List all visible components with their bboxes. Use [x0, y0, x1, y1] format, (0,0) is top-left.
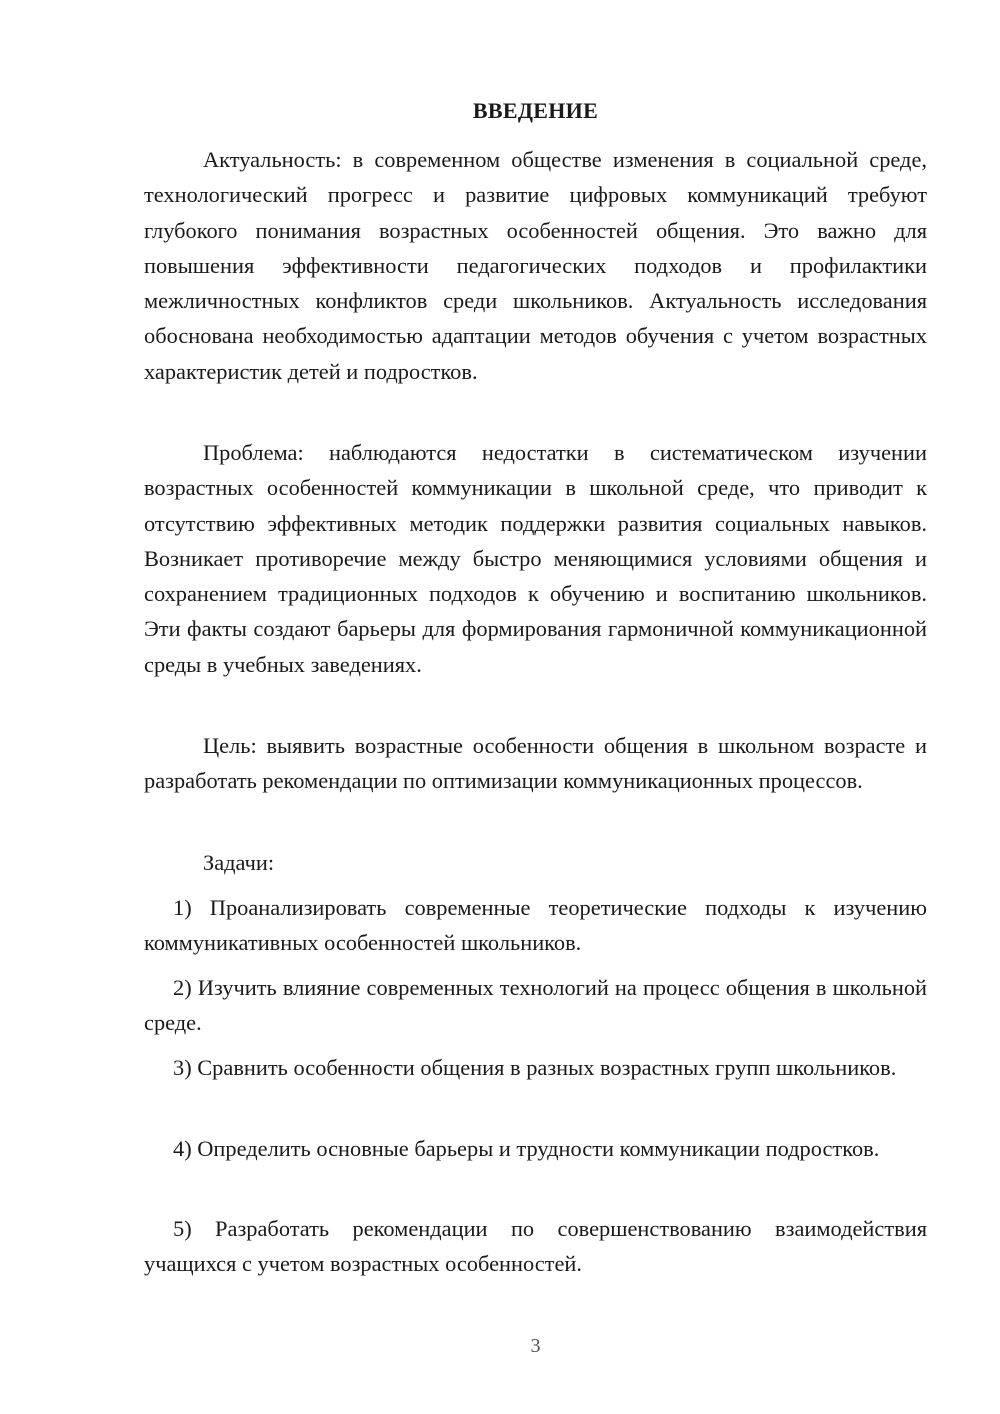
task-item-1: 1) Проанализировать современные теоретические подходы к изучению коммуникативных особенностей школьников.: [144, 895, 927, 956]
section-heading: ВВЕДЕНИЕ: [472, 98, 599, 123]
paragraph-goal: Цель: выявить возрастные особенности общения в школьном возрасте и разработать рекомендации по оптимизации коммуникационных процессов.: [144, 733, 927, 794]
paragraph-relevance: Актуальность: в современном обществе изменения в социальной среде, технологический прогресс и развитие цифровых коммуникаций требуют глубокого понимания возрастных особенностей общения. Это важно для повышения эффективности педагогических подходов и профилактики межличностных конфликтов среди школьников. Актуальность исследования обоснована необходимостью адаптации методов обучения с учетом возрастных характеристик детей и подростков.: [144, 147, 927, 384]
task-item-2: 2) Изучить влияние современных технологий на процесс общения в школьной среде.: [144, 975, 927, 1036]
task-item-3: 3) Сравнить особенности общения в разных возрастных групп школьников.: [173, 1055, 897, 1080]
paragraph-problem: Проблема: наблюдаются недостатки в систематическом изучении возрастных особенностей коммуникации в школьной среде, что приводит к отсутствию эффективных методик поддержки развития социальных навыков. Возникает противоречие между быстро меняющимися условиями общения и сохранением традиционных подходов к обучению и воспитанию школьников. Эти факты создают барьеры для формирования гармоничной коммуникационной среды в учебных заведениях.: [144, 440, 927, 677]
page-number: 3: [530, 1335, 541, 1357]
task-item-4: 4) Определить основные барьеры и трудности коммуникации подростков.: [173, 1136, 880, 1161]
tasks-label: Задачи:: [203, 850, 275, 875]
task-item-5: 5) Разработать рекомендации по совершенствованию взаимодействия учащихся с учетом возрастных особенностей.: [144, 1216, 927, 1277]
